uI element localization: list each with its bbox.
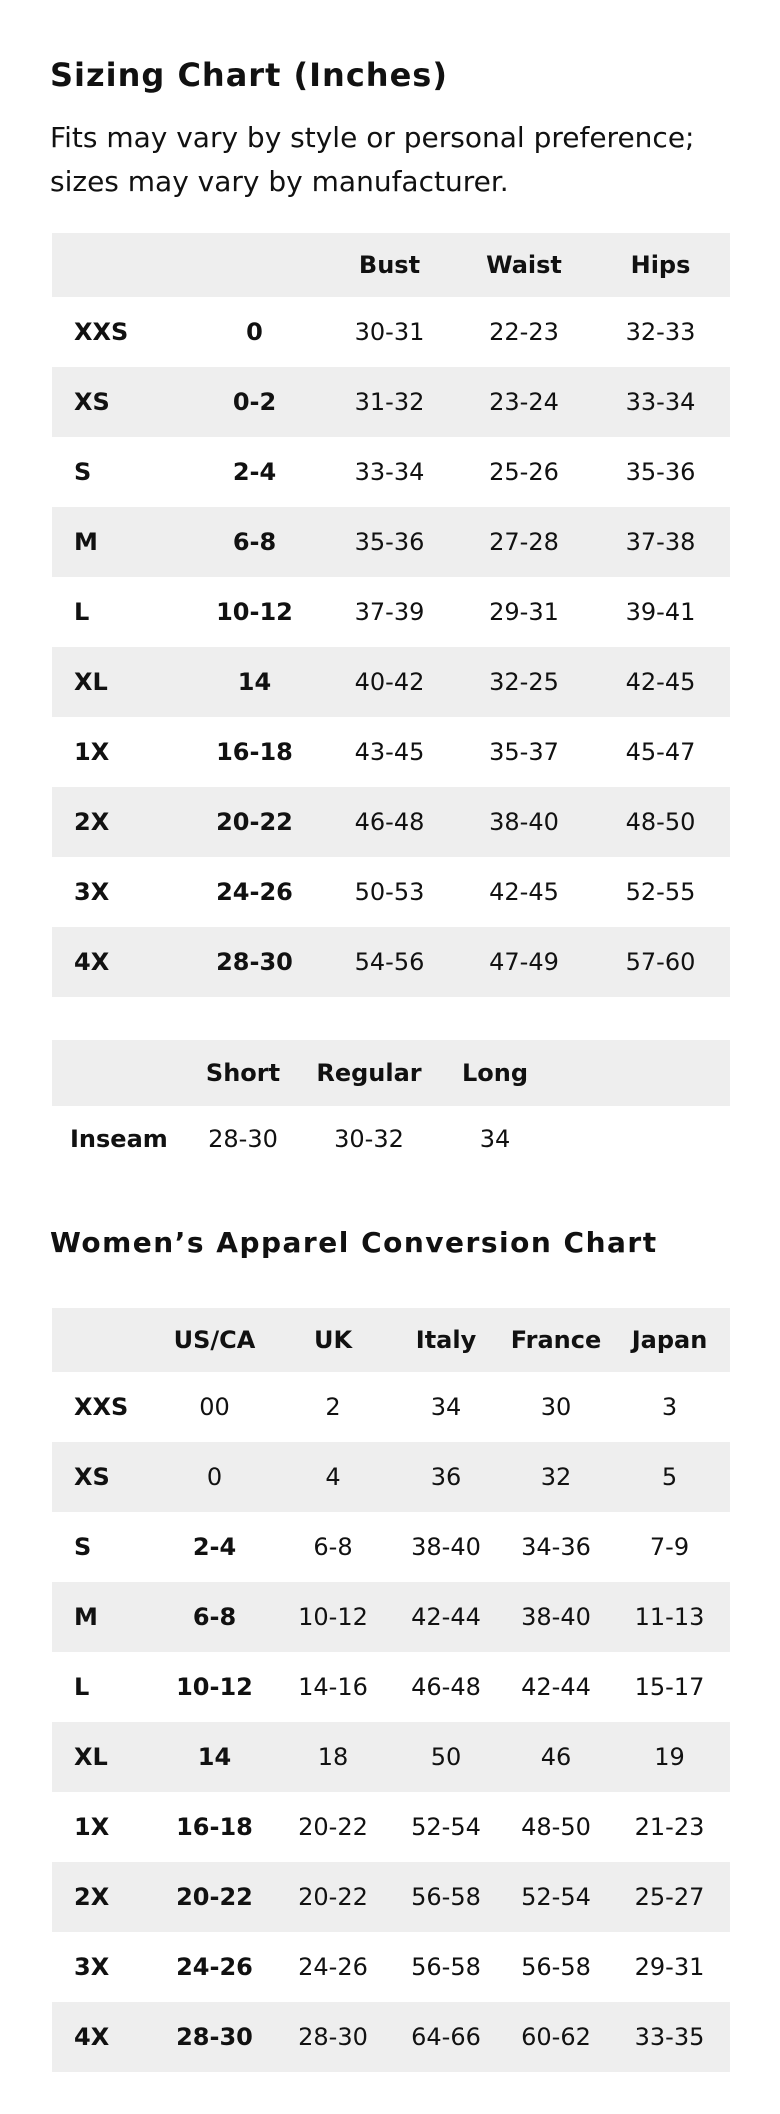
france-value: 32 xyxy=(540,1463,572,1491)
size-label: XS xyxy=(74,1463,110,1491)
france-value: 60-62 xyxy=(521,2023,591,2051)
japan-value: 7-9 xyxy=(649,1533,690,1561)
size-label: S xyxy=(74,458,92,486)
table-row xyxy=(52,1932,730,2002)
size-label: XL xyxy=(74,1743,108,1771)
table-row xyxy=(52,647,730,717)
size-label: 3X xyxy=(74,1953,110,1981)
uk-value: 24-26 xyxy=(298,1953,368,1981)
france-value: 46 xyxy=(540,1743,572,1771)
numeric-size: 2-4 xyxy=(232,458,277,486)
table-row xyxy=(52,437,730,507)
italy-value: 56-58 xyxy=(411,1883,481,1911)
uk-value: 2 xyxy=(325,1393,341,1421)
usca-value: 00 xyxy=(199,1393,230,1421)
table-row xyxy=(52,1372,730,1442)
sizing-header-numeric xyxy=(187,233,322,297)
conversion-header-france: France xyxy=(510,1326,602,1354)
hips-value: 42-45 xyxy=(625,668,696,696)
usca-value: 20-22 xyxy=(176,1883,253,1911)
conversion-header-japan: Japan xyxy=(631,1326,708,1354)
inseam-header-regular: Regular xyxy=(316,1059,422,1087)
table-row xyxy=(52,367,730,437)
waist-value: 23-24 xyxy=(489,388,559,416)
conversion-table xyxy=(52,1308,730,2072)
hips-value: 57-60 xyxy=(625,948,696,976)
table-row xyxy=(52,787,730,857)
inseam-header-blank xyxy=(52,1040,180,1106)
italy-value: 34 xyxy=(430,1393,462,1421)
numeric-size: 0-2 xyxy=(232,388,277,416)
table-row xyxy=(52,507,730,577)
bust-value: 31-32 xyxy=(354,388,425,416)
italy-value: 56-58 xyxy=(411,1953,481,1981)
numeric-size: 20-22 xyxy=(216,808,293,836)
hips-value: 52-55 xyxy=(625,878,696,906)
table-row xyxy=(52,2002,730,2072)
uk-value: 4 xyxy=(325,1463,341,1491)
japan-value: 11-13 xyxy=(634,1603,705,1631)
bust-value: 46-48 xyxy=(354,808,425,836)
usca-value: 16-18 xyxy=(176,1813,253,1841)
table-row xyxy=(52,927,730,997)
japan-value: 3 xyxy=(661,1393,678,1421)
bust-value: 54-56 xyxy=(354,948,425,976)
numeric-size: 28-30 xyxy=(216,948,293,976)
uk-value: 28-30 xyxy=(298,2023,368,2051)
sizing-header-row xyxy=(52,233,730,297)
france-value: 38-40 xyxy=(521,1603,591,1631)
waist-value: 25-26 xyxy=(489,458,559,486)
japan-value: 33-35 xyxy=(634,2023,705,2051)
inseam-regular-value: 30-32 xyxy=(334,1125,404,1153)
inseam-empty-cell xyxy=(558,1106,730,1172)
inseam-long-value: 34 xyxy=(479,1125,511,1153)
sizing-table xyxy=(52,233,730,997)
france-value: 34-36 xyxy=(521,1533,591,1561)
usca-value: 10-12 xyxy=(176,1673,253,1701)
inseam-table xyxy=(52,1040,730,1172)
japan-value: 5 xyxy=(661,1463,678,1491)
bust-value: 50-53 xyxy=(354,878,425,906)
usca-value: 28-30 xyxy=(176,2023,253,2051)
conversion-header-row xyxy=(52,1308,730,1372)
sizing-intro-text: Fits may vary by style or personal preference; sizes may vary by manufacturer. xyxy=(50,121,695,198)
size-label: S xyxy=(74,1533,92,1561)
numeric-size: 6-8 xyxy=(232,528,277,556)
italy-value: 36 xyxy=(430,1463,462,1491)
uk-value: 6-8 xyxy=(313,1533,353,1561)
size-label: L xyxy=(74,1673,90,1701)
waist-value: 35-37 xyxy=(489,738,559,766)
sizing-chart-title: Sizing Chart (Inches) xyxy=(50,56,448,94)
france-value: 56-58 xyxy=(521,1953,591,1981)
inseam-header-row xyxy=(52,1040,730,1106)
conversion-header-size xyxy=(52,1308,152,1372)
uk-value: 14-16 xyxy=(298,1673,368,1701)
sizing-header-size xyxy=(52,233,187,297)
numeric-size: 10-12 xyxy=(216,598,293,626)
hips-value: 39-41 xyxy=(625,598,696,626)
size-label: 3X xyxy=(74,878,110,906)
france-value: 30 xyxy=(540,1393,572,1421)
sizing-header-waist: Waist xyxy=(486,251,562,279)
uk-value: 10-12 xyxy=(298,1603,368,1631)
japan-value: 25-27 xyxy=(634,1883,705,1911)
table-row xyxy=(52,1582,730,1652)
bust-value: 43-45 xyxy=(354,738,425,766)
conversion-chart-title: Women’s Apparel Conversion Chart xyxy=(50,1226,658,1259)
italy-value: 46-48 xyxy=(411,1673,481,1701)
uk-value: 20-22 xyxy=(298,1813,368,1841)
numeric-size: 14 xyxy=(237,668,272,696)
uk-value: 18 xyxy=(317,1743,349,1771)
numeric-size: 0 xyxy=(246,318,263,346)
conversion-header-usca: US/CA xyxy=(173,1326,256,1354)
bust-value: 30-31 xyxy=(354,318,425,346)
table-row xyxy=(52,1652,730,1722)
numeric-size: 24-26 xyxy=(216,878,293,906)
size-label: M xyxy=(74,1603,98,1631)
italy-value: 64-66 xyxy=(411,2023,481,2051)
size-label: 1X xyxy=(74,738,110,766)
france-value: 48-50 xyxy=(521,1813,591,1841)
hips-value: 37-38 xyxy=(625,528,696,556)
table-row xyxy=(52,717,730,787)
usca-value: 14 xyxy=(197,1743,232,1771)
size-label: XS xyxy=(74,388,110,416)
size-label: XXS xyxy=(74,318,129,346)
japan-value: 15-17 xyxy=(634,1673,705,1701)
size-label: 4X xyxy=(74,2023,110,2051)
size-label: XXS xyxy=(74,1393,129,1421)
france-value: 52-54 xyxy=(521,1883,591,1911)
hips-value: 33-34 xyxy=(625,388,696,416)
bust-value: 37-39 xyxy=(354,598,425,626)
waist-value: 47-49 xyxy=(489,948,559,976)
inseam-short-value: 28-30 xyxy=(208,1125,278,1153)
table-row xyxy=(52,1722,730,1792)
bust-value: 33-34 xyxy=(354,458,425,486)
italy-value: 42-44 xyxy=(411,1603,481,1631)
japan-value: 21-23 xyxy=(634,1813,705,1841)
france-value: 42-44 xyxy=(521,1673,591,1701)
waist-value: 32-25 xyxy=(489,668,559,696)
bust-value: 35-36 xyxy=(354,528,425,556)
waist-value: 38-40 xyxy=(489,808,559,836)
size-label: L xyxy=(74,598,90,626)
inseam-label: Inseam xyxy=(70,1125,168,1153)
table-row xyxy=(52,1512,730,1582)
bust-value: 40-42 xyxy=(354,668,425,696)
table-row xyxy=(52,1106,730,1172)
usca-value: 2-4 xyxy=(192,1533,237,1561)
numeric-size: 16-18 xyxy=(216,738,293,766)
japan-value: 29-31 xyxy=(634,1953,705,1981)
italy-value: 52-54 xyxy=(411,1813,481,1841)
conversion-header-italy: Italy xyxy=(415,1326,477,1354)
conversion-header-uk: UK xyxy=(313,1326,353,1354)
italy-value: 38-40 xyxy=(411,1533,481,1561)
waist-value: 22-23 xyxy=(489,318,559,346)
waist-value: 42-45 xyxy=(489,878,559,906)
table-row xyxy=(52,1862,730,1932)
italy-value: 50 xyxy=(430,1743,462,1771)
size-label: 2X xyxy=(74,808,110,836)
size-label: M xyxy=(74,528,98,556)
usca-value: 0 xyxy=(206,1463,223,1491)
size-label: XL xyxy=(74,668,108,696)
inseam-header-empty xyxy=(558,1040,730,1106)
hips-value: 45-47 xyxy=(625,738,696,766)
size-label: 4X xyxy=(74,948,110,976)
inseam-header-long: Long xyxy=(461,1059,529,1087)
table-row xyxy=(52,857,730,927)
usca-value: 6-8 xyxy=(192,1603,237,1631)
uk-value: 20-22 xyxy=(298,1883,368,1911)
japan-value: 19 xyxy=(654,1743,685,1771)
sizing-header-hips: Hips xyxy=(630,251,691,279)
hips-value: 35-36 xyxy=(625,458,696,486)
hips-value: 32-33 xyxy=(625,318,696,346)
table-row xyxy=(52,577,730,647)
sizing-header-bust: Bust xyxy=(358,251,421,279)
waist-value: 27-28 xyxy=(489,528,559,556)
table-row xyxy=(52,1792,730,1862)
size-label: 1X xyxy=(74,1813,110,1841)
table-row xyxy=(52,297,730,367)
size-label: 2X xyxy=(74,1883,110,1911)
waist-value: 29-31 xyxy=(489,598,559,626)
table-row xyxy=(52,1442,730,1512)
inseam-header-short: Short xyxy=(205,1059,281,1087)
hips-value: 48-50 xyxy=(625,808,696,836)
usca-value: 24-26 xyxy=(176,1953,253,1981)
